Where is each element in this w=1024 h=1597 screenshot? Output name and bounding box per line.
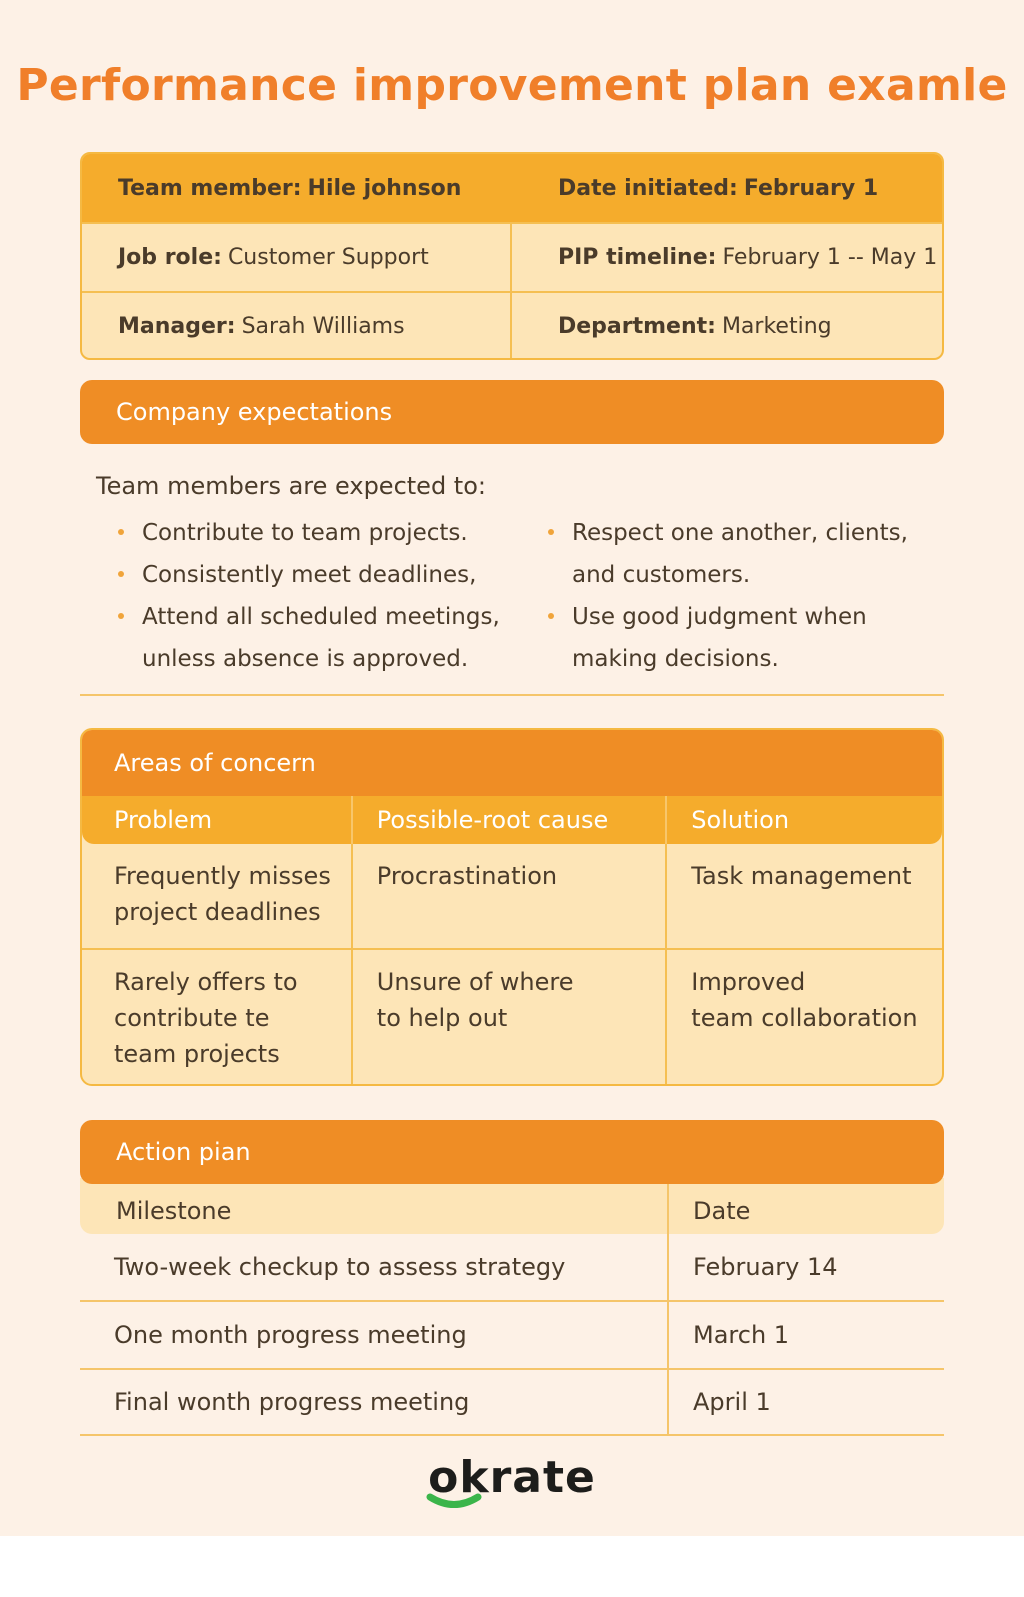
column-header-date: Date — [693, 1197, 751, 1225]
list-item-text: and customers. — [572, 562, 751, 588]
cell-line: Frequently misses — [114, 862, 331, 890]
list-item-text: Use good judgment when — [572, 604, 867, 630]
info-row — [82, 291, 942, 360]
date-initiated-value: February 1 — [743, 175, 879, 201]
bullet-icon — [548, 613, 554, 619]
column-header-solution: Solution — [691, 806, 790, 834]
column-header-problem: Problem — [82, 796, 353, 844]
expectations-list-right — [548, 512, 908, 680]
list-item — [548, 512, 908, 554]
list-item-text: Contribute to team projects. — [142, 520, 468, 546]
list-item — [118, 638, 500, 680]
list-item-text: Respect one another, clients, — [572, 520, 908, 546]
cause-cell — [353, 844, 668, 948]
pip-timeline-value: February 1 -- May 1 — [722, 245, 938, 270]
manager-label: Manager: — [118, 314, 236, 339]
bullet-icon — [118, 571, 124, 577]
list-item — [548, 554, 908, 596]
problem-cell — [82, 950, 353, 1086]
concerns-heading: Areas of concern — [82, 730, 942, 796]
list-item — [548, 638, 908, 680]
table-row — [82, 948, 942, 1086]
manager-cell — [82, 293, 512, 360]
list-item — [118, 512, 500, 554]
team-member-value: Hile johnson — [307, 175, 462, 201]
section-divider — [80, 694, 944, 696]
concerns-table — [80, 728, 944, 1086]
bullet-icon — [118, 613, 124, 619]
cause-cell — [353, 950, 668, 1086]
date-cell: February 14 — [693, 1253, 838, 1281]
list-item-text: Consistently meet deadlines, — [142, 562, 477, 588]
info-header-row — [82, 154, 942, 222]
info-row — [82, 222, 942, 291]
job-role-cell — [82, 224, 512, 291]
brand-logo: okrate — [428, 1452, 596, 1503]
cell-line: team projects — [114, 1040, 280, 1068]
team-member-label: Team member: — [118, 175, 302, 201]
list-item-text: making decisions. — [572, 646, 779, 672]
concerns-header-row — [82, 796, 942, 844]
solution-cell — [667, 844, 942, 948]
date-cell: April 1 — [693, 1388, 771, 1416]
cell-line: Task management — [691, 862, 912, 890]
department-label: Department: — [557, 314, 716, 339]
employee-info-table — [80, 152, 944, 360]
milestone-cell: Two-week checkup to assess strategy — [80, 1234, 669, 1300]
pip-timeline-cell — [512, 224, 942, 291]
milestone-cell: Final wonth progress meeting — [80, 1370, 669, 1434]
team-member-cell — [82, 154, 512, 222]
bullet-icon — [118, 529, 124, 535]
table-row — [80, 1302, 944, 1370]
table-row — [80, 1370, 944, 1436]
job-role-value: Customer Support — [227, 245, 429, 270]
cell-line: team collaboration — [691, 1004, 918, 1032]
department-value: Marketing — [721, 314, 832, 339]
cell-line: Procrastination — [376, 862, 558, 890]
cell-line: to help out — [376, 1004, 508, 1032]
column-header-cause: Possible-root cause — [353, 796, 668, 844]
job-role-label: Job role: — [118, 245, 222, 270]
date-initiated-label: Date initiated: — [557, 175, 738, 201]
list-item-text: Attend all scheduled meetings, — [142, 604, 500, 630]
cell-line: contribute te — [114, 1004, 270, 1032]
manager-value: Sarah Williams — [241, 314, 405, 339]
expectations-intro: Team members are expected to: — [96, 472, 486, 500]
list-item — [118, 554, 500, 596]
pip-timeline-label: PIP timeline: — [557, 245, 717, 270]
department-cell — [512, 293, 942, 360]
cell-line: project deadlines — [114, 898, 321, 926]
milestone-cell: One month progress meeting — [80, 1302, 669, 1368]
action-plan-heading: Action pian — [80, 1120, 944, 1184]
table-row — [80, 1234, 944, 1302]
list-item-text: unless absence is approved. — [142, 646, 469, 672]
list-item — [548, 596, 908, 638]
page-title: Performance improvement plan examle — [16, 60, 1008, 111]
bullet-icon — [548, 529, 554, 535]
date-initiated-cell — [512, 154, 942, 222]
problem-cell — [82, 844, 353, 948]
column-header-milestone: Milestone — [80, 1178, 669, 1234]
solution-cell — [667, 950, 942, 1086]
cell-line: Rarely offers to — [114, 968, 298, 996]
action-plan-header-row — [80, 1178, 944, 1234]
expectations-list-left — [118, 512, 500, 680]
cell-line: Unsure of where — [376, 968, 574, 996]
expectations-heading: Company expectations — [80, 380, 944, 444]
table-row — [82, 844, 942, 948]
cell-line: Improved — [691, 968, 806, 996]
list-item — [118, 596, 500, 638]
date-cell: March 1 — [693, 1321, 790, 1349]
logo-smile-icon — [426, 1492, 482, 1512]
